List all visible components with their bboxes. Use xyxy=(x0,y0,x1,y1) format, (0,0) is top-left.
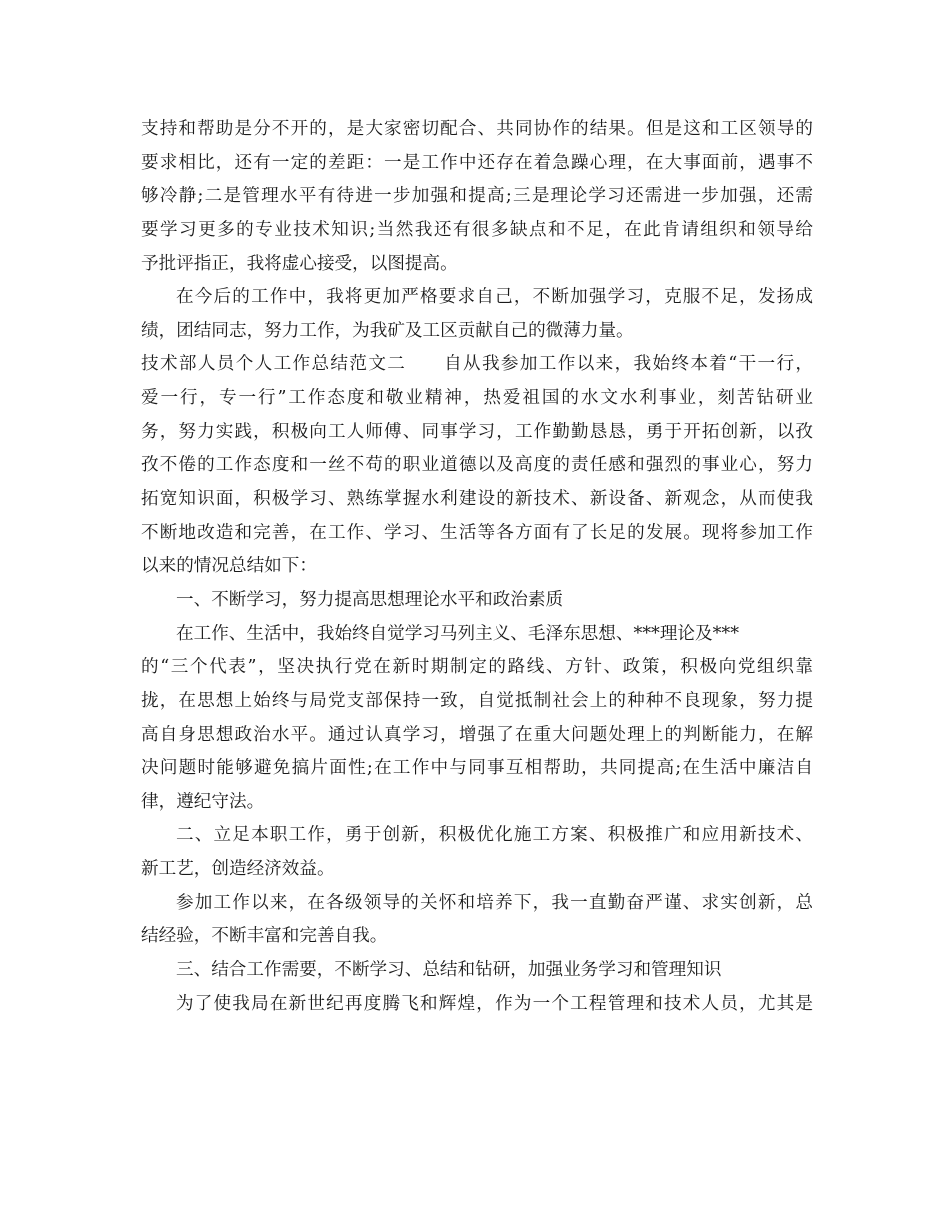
text-line: 爱一行，专一行”工作态度和敬业精神，热爱祖国的水文水利事业，刻苦钻研业 xyxy=(141,388,813,409)
text-line: 二、立足本职工作，勇于创新，积极优化施工方案、积极推广和应用新技术、 xyxy=(176,825,813,846)
text-line: 高自身思想政治水平。通过认真学习，增强了在重大问题处理上的判断能力，在解 xyxy=(141,724,813,745)
text-line: 在今后的工作中，我将更加严格要求自己，不断加强学习，克服不足，发扬成 xyxy=(176,287,813,308)
text-line: 参加工作以来，在各级领导的关怀和培养下，我一直勤奋严谨、求实创新，总 xyxy=(176,892,813,913)
text-line: 要学习更多的专业技术知识;当然我还有很多缺点和不足，在此肯请组织和领导给 xyxy=(141,219,813,240)
text-line: 一、不断学习，努力提高思想理论水平和政治素质 xyxy=(176,589,564,610)
text-line: 技术部人员个人工作总结范文二 自从我参加工作以来，我始终本着“干一行， xyxy=(141,354,813,375)
text-line: 拢，在思想上始终与局党支部保持一致，自觉抵制社会上的种种不良现象，努力提 xyxy=(141,690,813,711)
text-line: 三、结合工作需要，不断学习、总结和钻研，加强业务学习和管理知识 xyxy=(176,960,722,981)
text-line: 新工艺，创造经济效益。 xyxy=(141,859,335,880)
text-line: 决问题时能够避免搞片面性;在工作中与同事互相帮助，共同提高;在生活中廉洁自 xyxy=(141,758,813,779)
text-line: 支持和帮助是分不开的，是大家密切配合、共同协作的结果。但是这和工区领导的 xyxy=(141,119,813,139)
text-line: 在工作、生活中，我始终自觉学习马列主义、毛泽东思想、***理论及*** xyxy=(176,623,740,644)
text-line: 律，遵纪守法。 xyxy=(141,791,265,812)
text-line: 结经验，不断丰富和完善自我。 xyxy=(141,926,388,947)
text-line: 不断地改造和完善，在工作、学习、生活等各方面有了长足的发展。现将参加工作 xyxy=(141,522,813,543)
text-line: 为了使我局在新世纪再度腾飞和辉煌，作为一个工程管理和技术人员，尤其是 xyxy=(176,993,813,1014)
text-line: 务，努力实践，积极向工人师傅、同事学习，工作勤勤恳恳，勇于开拓创新，以孜 xyxy=(141,421,813,442)
text-line: 拓宽知识面，积极学习、熟练掌握水利建设的新技术、新设备、新观念，从而使我 xyxy=(141,489,813,510)
text-line: 孜不倦的工作态度和一丝不苟的职业道德以及高度的责任感和强烈的事业心，努力 xyxy=(141,455,813,476)
text-line: 够冷静;二是管理水平有待进一步加强和提高;三是理论学习还需进一步加强，还需 xyxy=(141,186,813,207)
text-line: 予批评指正，我将虚心接受，以图提高。 xyxy=(141,253,458,274)
text-line: 以来的情况总结如下： xyxy=(141,556,317,577)
text-line: 绩，团结同志，努力工作，为我矿及工区贡献自己的微薄力量。 xyxy=(141,320,634,341)
body-text xyxy=(141,113,813,1021)
text-line: 要求相比，还有一定的差距：一是工作中还存在着急躁心理，在大事面前，遇事不 xyxy=(141,152,813,173)
text-line: 的“三个代表”，坚决执行党在新时期制定的路线、方针、政策，积极向党组织靠 xyxy=(141,657,813,678)
